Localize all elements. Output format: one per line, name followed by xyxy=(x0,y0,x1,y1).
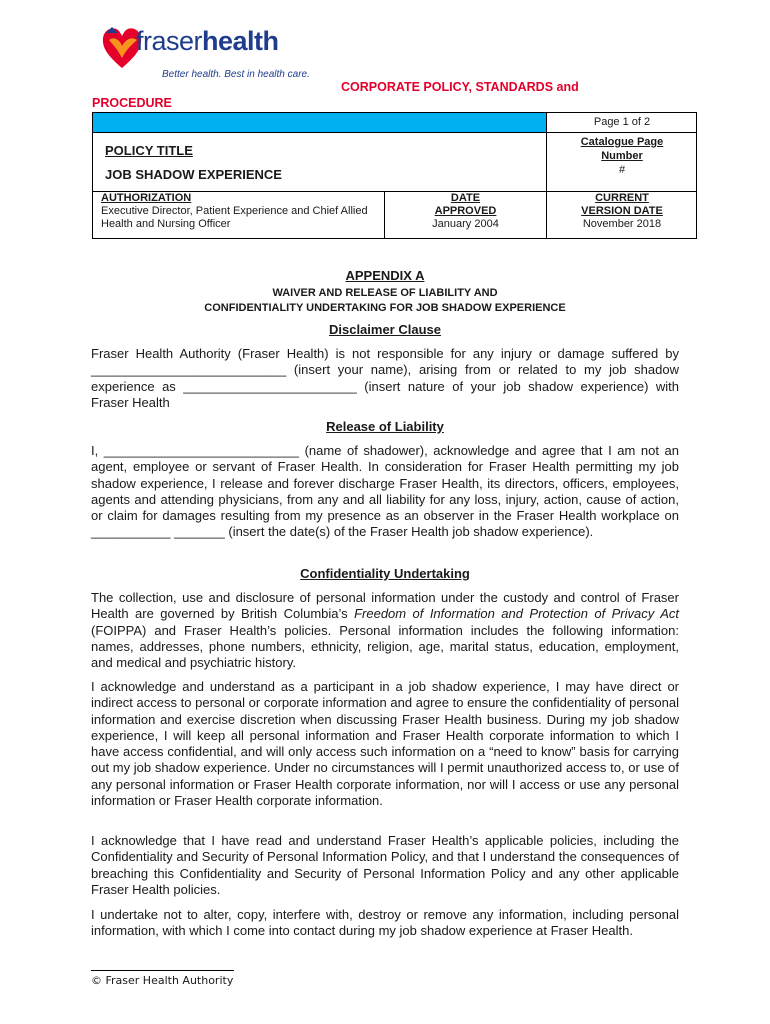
current-version-value: November 2018 xyxy=(582,218,662,230)
current-version-label-2: VERSION DATE xyxy=(581,205,663,217)
appendix-subtitle-line1: WAIVER AND RELEASE OF LIABILITY AND xyxy=(272,287,498,299)
confidentiality-paragraph-3: I acknowledge that I have read and understand Fraser Health’s applicable policies, including the Confidentiality and Security of Personal Information Policy, and that I understand the consequences of breaching this Confidentiality and Security of Personal Information Policy and any other applicable Fraser Health policies. xyxy=(91,833,679,897)
date-approved-label: DATE xyxy=(450,192,481,204)
appendix-subtitle-line2: CONFIDENTIALITY UNDERTAKING FOR JOB SHADOW EXPERIENCE xyxy=(204,302,566,314)
policy-title-label: POLICY TITLE xyxy=(105,143,193,158)
authorization-label: AUTHORIZATION xyxy=(101,192,192,204)
disclaimer-text: Fraser Health Authority (Fraser Health) is not responsible for any injury or damage suffered by ___________________________ (insert your name), arising from or related to my job shadow experience as ________________________ (insert nature of your job shadow experience) with Fraser Health xyxy=(91,346,679,410)
header-color-band xyxy=(93,113,547,133)
current-version-label: CURRENT xyxy=(595,192,649,204)
catalogue-label-2: Number xyxy=(601,150,643,162)
confidentiality-heading: Confidentiality Undertaking xyxy=(300,566,470,581)
footer-copyright: © Fraser Health Authority xyxy=(91,974,234,987)
disclaimer-heading: Disclaimer Clause xyxy=(328,322,441,337)
catalogue-label: Catalogue Page xyxy=(580,136,664,148)
logo-tagline: Better health. Best in health care. xyxy=(162,69,310,80)
confidentiality-paragraph-2: I acknowledge and understand as a participant in a job shadow experience, I may have direct or indirect access to personal or corporate information and agree to ensure the confidentiality of personal information and exercise discretion when discussing Fraser Health business. During my job shadow experience, I will keep all personal information and Fraser Health corporate information to which I have access confidential, and will only access such information on a “need to know” basis for carrying out my job shadow experience. Under no circumstances will I permit unauthorized access to, or use of any personal information or Fraser Health corporate information, nor will I access or use any personal information or Fraser Health corporate information. xyxy=(91,679,679,809)
page-number: Page 1 of 2 xyxy=(547,113,697,133)
catalogue-value: # xyxy=(618,164,626,176)
document-type-title: CORPORATE POLICY, STANDARDS and xyxy=(341,80,579,94)
catalogue-cell xyxy=(547,135,697,177)
release-heading: Release of Liability xyxy=(326,419,444,434)
current-version-cell xyxy=(547,192,697,231)
confidentiality-paragraph-1: The collection, use and disclosure of personal information under the custody and control of Fraser Health are governed by British Columbia’s Freedom of Information and Protection of Privacy Act (FOIPPA) and Fraser Health’s policies. Personal information includes the following information: names, addresses, phone numbers, ethnicity, religion, age, marital status, education, employment, and medical and psychiatric history. xyxy=(91,590,679,671)
authorization-cell xyxy=(101,192,383,231)
logo-wordmark: fraserhealth xyxy=(136,26,279,56)
date-approved-label-2: APPROVED xyxy=(434,205,497,217)
date-approved-cell xyxy=(385,192,546,231)
document-type-title-line2: PROCEDURE xyxy=(92,96,172,110)
release-text: I, ___________________________ (name of shadower), acknowledge and agree that I am not an agent, employee or servant of Fraser Health. In consideration for Fraser Health permitting my job shadow experience, I release and forever discharge Fraser Health, its directors, officers, employees, agents and attending physicians, from any and all liability for any loss, injury, action, cause of action, or claim for damages resulting from my presence as an observer in the Fraser Health workplace on ___________ _______ (insert the date(s) of the Fraser Health job shadow experience). xyxy=(91,443,679,540)
footer-divider xyxy=(91,970,234,971)
policy-header-table xyxy=(92,112,697,239)
fraser-health-logo xyxy=(100,24,310,84)
authorization-value: Executive Director, Patient Experience and Chief Allied Health and Nursing Officer xyxy=(101,205,368,230)
policy-title: JOB SHADOW EXPERIENCE xyxy=(105,167,282,182)
appendix-subtitle xyxy=(0,286,770,316)
appendix-title: APPENDIX A xyxy=(345,268,425,283)
date-approved-value: January 2004 xyxy=(432,218,499,230)
confidentiality-paragraph-4: I undertake not to alter, copy, interfere with, destroy or remove any information, including personal information, with which I come into contact during my job shadow experience at Fraser Health. xyxy=(91,907,679,939)
